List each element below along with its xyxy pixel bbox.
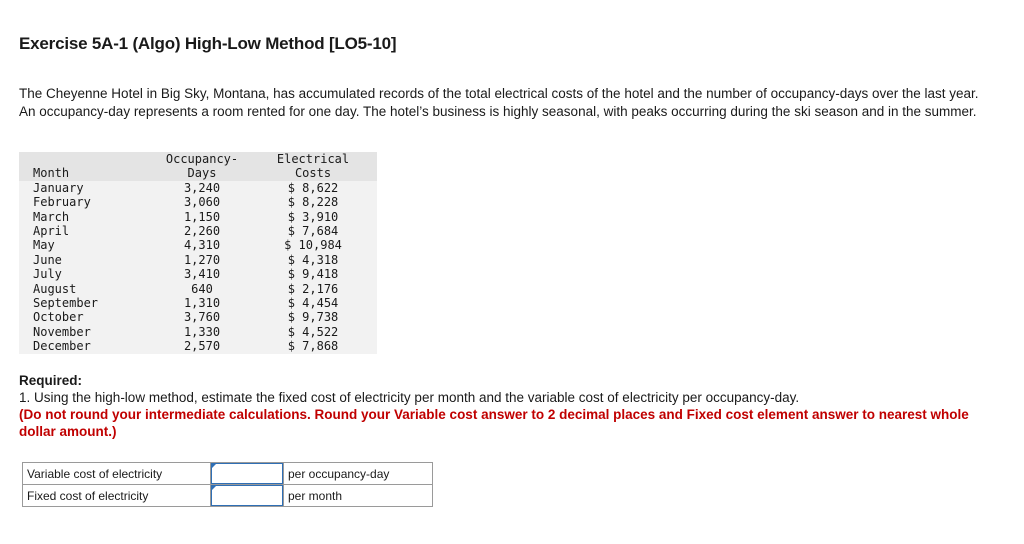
electrical-cost-cell: $ 7,868 bbox=[249, 339, 377, 353]
month-cell: October bbox=[19, 310, 161, 324]
month-cell: June bbox=[19, 253, 161, 267]
electrical-cost-cell: $ 4,318 bbox=[249, 253, 377, 267]
month-cell: December bbox=[19, 339, 161, 353]
table-row bbox=[19, 195, 377, 209]
month-cell: September bbox=[19, 296, 161, 310]
fixed-cost-input-cell bbox=[211, 485, 284, 507]
answer-row-fixed bbox=[23, 485, 433, 507]
electrical-cost-cell: $ 8,228 bbox=[249, 195, 377, 209]
header-occupancy-days: Occupancy- Days bbox=[161, 152, 249, 181]
header-electrical-costs: Electrical Costs bbox=[249, 152, 377, 181]
required-question: 1. Using the high-low method, estimate the fixed cost of electricity per month and the variable cost of electricity per occupancy-day. bbox=[19, 390, 800, 405]
intro-paragraph: The Cheyenne Hotel in Big Sky, Montana, has accumulated records of the total electrical costs of the hotel and the number of occupancy-days over the last year. An occupancy-day represents a room rented for one day. The hotel’s business is highly seasonal, with peaks occurring during the ski season and in the summer. bbox=[19, 86, 979, 119]
required-section bbox=[19, 372, 989, 440]
occupancy-days-cell: 3,060 bbox=[161, 195, 249, 209]
fixed-cost-unit: per month bbox=[284, 485, 433, 507]
table-row bbox=[19, 253, 377, 267]
electrical-cost-cell: $ 9,738 bbox=[249, 310, 377, 324]
month-cell: February bbox=[19, 195, 161, 209]
electrical-cost-cell: $ 3,910 bbox=[249, 210, 377, 224]
electrical-cost-cell: $ 4,522 bbox=[249, 325, 377, 339]
month-cell: January bbox=[19, 181, 161, 195]
month-cell: May bbox=[19, 238, 161, 252]
table-row bbox=[19, 325, 377, 339]
table-row bbox=[19, 339, 377, 353]
occupancy-days-cell: 640 bbox=[161, 282, 249, 296]
table-row bbox=[19, 296, 377, 310]
table-row bbox=[19, 310, 377, 324]
occupancy-days-cell: 2,570 bbox=[161, 339, 249, 353]
occupancy-days-cell: 1,270 bbox=[161, 253, 249, 267]
month-cell: November bbox=[19, 325, 161, 339]
exercise-title: Exercise 5A-1 (Algo) High-Low Method [LO5-10] bbox=[19, 34, 397, 53]
month-cell: April bbox=[19, 224, 161, 238]
month-cell: March bbox=[19, 210, 161, 224]
month-cell: July bbox=[19, 267, 161, 281]
rounding-instruction: (Do not round your intermediate calculations. Round your Variable cost answer to 2 decimal places and Fixed cost element answer to nearest whole dollar amount.) bbox=[19, 407, 969, 439]
table-row bbox=[19, 210, 377, 224]
variable-cost-label: Variable cost of electricity bbox=[23, 463, 211, 485]
electrical-cost-cell: $ 4,454 bbox=[249, 296, 377, 310]
electrical-cost-cell: $ 8,622 bbox=[249, 181, 377, 195]
table-row bbox=[19, 224, 377, 238]
table-row bbox=[19, 181, 377, 195]
variable-cost-input[interactable] bbox=[211, 463, 283, 484]
occupancy-days-cell: 3,760 bbox=[161, 310, 249, 324]
variable-cost-unit: per occupancy-day bbox=[284, 463, 433, 485]
answer-row-variable bbox=[23, 463, 433, 485]
table-row bbox=[19, 238, 377, 252]
fixed-cost-input[interactable] bbox=[211, 485, 283, 506]
electrical-cost-cell: $ 7,684 bbox=[249, 224, 377, 238]
occupancy-days-cell: 1,150 bbox=[161, 210, 249, 224]
electrical-cost-cell: $ 10,984 bbox=[249, 238, 377, 252]
fixed-cost-label: Fixed cost of electricity bbox=[23, 485, 211, 507]
occupancy-days-cell: 3,410 bbox=[161, 267, 249, 281]
occupancy-days-cell: 4,310 bbox=[161, 238, 249, 252]
occupancy-days-cell: 1,310 bbox=[161, 296, 249, 310]
table-row bbox=[19, 282, 377, 296]
table-row bbox=[19, 267, 377, 281]
occupancy-days-cell: 3,240 bbox=[161, 181, 249, 195]
occupancy-days-cell: 2,260 bbox=[161, 224, 249, 238]
input-flag-icon bbox=[211, 463, 217, 469]
required-heading: Required: bbox=[19, 373, 83, 388]
cost-data-table bbox=[19, 152, 377, 354]
variable-cost-input-cell bbox=[211, 463, 284, 485]
occupancy-days-cell: 1,330 bbox=[161, 325, 249, 339]
header-month: Month bbox=[19, 152, 161, 181]
answer-table bbox=[22, 462, 433, 507]
electrical-cost-cell: $ 9,418 bbox=[249, 267, 377, 281]
electrical-cost-cell: $ 2,176 bbox=[249, 282, 377, 296]
input-flag-icon bbox=[211, 485, 217, 491]
month-cell: August bbox=[19, 282, 161, 296]
